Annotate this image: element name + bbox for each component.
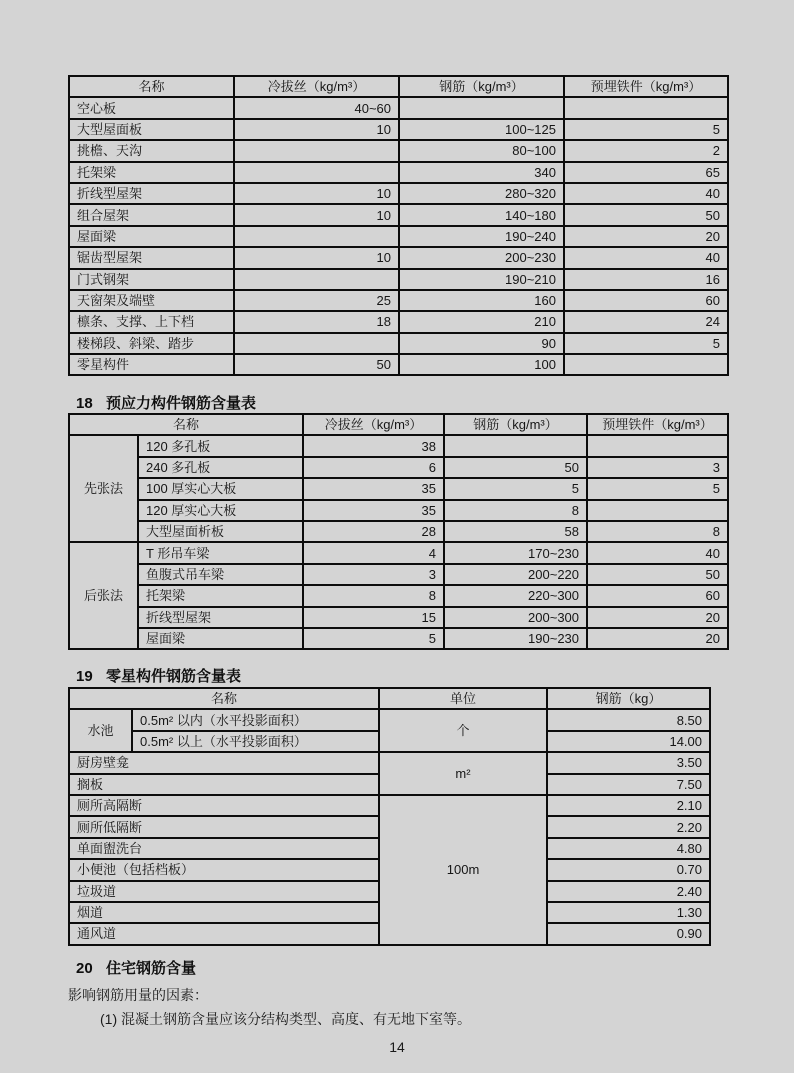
section-18-title-text: 预应力构件钢筋含量表 xyxy=(106,395,257,412)
rebar-value-cell: 8 xyxy=(444,500,587,521)
embed-value-cell: 65 xyxy=(564,162,728,183)
component-name-cell: 120 厚实心大板 xyxy=(138,500,303,521)
header-embedded-iron: 预埋铁件（kg/m³） xyxy=(587,414,728,435)
component-name-cell: 零星构件 xyxy=(69,354,234,375)
rebar-value-cell xyxy=(444,435,587,456)
rebar-value-cell: 200~220 xyxy=(444,564,587,585)
table-row xyxy=(69,311,728,332)
precast-rebar-table xyxy=(68,75,729,376)
rebar-value-cell: 7.50 xyxy=(547,774,710,795)
section-19-number: 19 xyxy=(76,668,93,685)
wire-value-cell: 35 xyxy=(303,478,444,499)
embed-value-cell: 50 xyxy=(587,564,728,585)
unit-cell: 100m xyxy=(379,795,547,945)
wire-value-cell: 28 xyxy=(303,521,444,542)
table-row xyxy=(69,500,728,521)
component-name-cell: 厕所高隔断 xyxy=(69,795,379,816)
wire-value-cell xyxy=(234,333,399,354)
wire-value-cell: 10 xyxy=(234,204,399,225)
prestressed-rebar-table xyxy=(68,413,729,650)
embed-value-cell: 60 xyxy=(587,585,728,606)
rebar-value-cell: 220~300 xyxy=(444,585,587,606)
table-row xyxy=(69,709,710,730)
embed-value-cell: 40 xyxy=(564,183,728,204)
header-name: 名称 xyxy=(69,76,234,97)
rebar-value-cell: 50 xyxy=(444,457,587,478)
component-name-cell: 大型屋面析板 xyxy=(138,521,303,542)
component-name-cell: 120 多孔板 xyxy=(138,435,303,456)
rebar-value-cell: 4.80 xyxy=(547,838,710,859)
rebar-value-cell: 140~180 xyxy=(399,204,564,225)
rebar-value-cell: 80~100 xyxy=(399,140,564,161)
section-20-title-text: 住宅钢筋含量 xyxy=(106,960,197,977)
method-group-label: 后张法 xyxy=(69,542,138,649)
embed-value-cell: 16 xyxy=(564,269,728,290)
table-row xyxy=(69,140,728,161)
wire-value-cell: 4 xyxy=(303,542,444,563)
wire-value-cell: 10 xyxy=(234,119,399,140)
rebar-value-cell: 190~210 xyxy=(399,269,564,290)
table-row xyxy=(69,435,728,456)
embed-value-cell: 60 xyxy=(564,290,728,311)
component-name-cell: T 形吊车梁 xyxy=(138,542,303,563)
header-name: 名称 xyxy=(69,414,303,435)
rebar-value-cell: 58 xyxy=(444,521,587,542)
table-row xyxy=(69,354,728,375)
table-row xyxy=(69,119,728,140)
embed-value-cell: 20 xyxy=(564,226,728,247)
table-row xyxy=(69,226,728,247)
embed-value-cell xyxy=(564,354,728,375)
rebar-value-cell: 2.20 xyxy=(547,816,710,837)
table-row xyxy=(69,585,728,606)
rebar-value-cell: 340 xyxy=(399,162,564,183)
embed-value-cell: 20 xyxy=(587,607,728,628)
wire-value-cell: 38 xyxy=(303,435,444,456)
rebar-value-cell: 200~300 xyxy=(444,607,587,628)
table-row xyxy=(69,628,728,649)
component-name-cell: 通风道 xyxy=(69,923,379,944)
rebar-value-cell: 170~230 xyxy=(444,542,587,563)
wire-value-cell: 18 xyxy=(234,311,399,332)
component-name-cell: 大型屋面板 xyxy=(69,119,234,140)
rebar-value-cell: 2.40 xyxy=(547,881,710,902)
wire-value-cell xyxy=(234,269,399,290)
component-name-cell: 100 厚实心大板 xyxy=(138,478,303,499)
wire-value-cell: 40~60 xyxy=(234,97,399,118)
embed-value-cell: 5 xyxy=(564,333,728,354)
pool-desc-cell: 0.5m² 以内（水平投影面积） xyxy=(132,709,379,730)
section-20-number: 20 xyxy=(76,960,93,977)
component-name-cell: 天窗架及端壁 xyxy=(69,290,234,311)
header-cold-drawn-wire: 冷拔丝（kg/m³） xyxy=(303,414,444,435)
section-19-title xyxy=(76,665,241,686)
component-name-cell: 门式钢架 xyxy=(69,269,234,290)
component-name-cell: 折线型屋架 xyxy=(69,183,234,204)
rebar-value-cell: 100~125 xyxy=(399,119,564,140)
embed-value-cell: 20 xyxy=(587,628,728,649)
rebar-value-cell: 190~230 xyxy=(444,628,587,649)
rebar-value-cell: 100 xyxy=(399,354,564,375)
rebar-value-cell: 190~240 xyxy=(399,226,564,247)
wire-value-cell: 10 xyxy=(234,183,399,204)
rebar-value-cell: 0.90 xyxy=(547,923,710,944)
table-header-row xyxy=(69,414,728,435)
page-number: 14 xyxy=(389,1039,405,1055)
table-row xyxy=(69,204,728,225)
rebar-value-cell: 8.50 xyxy=(547,709,710,730)
wire-value-cell: 25 xyxy=(234,290,399,311)
component-name-cell: 折线型屋架 xyxy=(138,607,303,628)
wire-value-cell: 3 xyxy=(303,564,444,585)
rebar-value-cell: 210 xyxy=(399,311,564,332)
component-name-cell: 小便池（包括档板） xyxy=(69,859,379,880)
table-row xyxy=(69,795,710,816)
unit-cell: m² xyxy=(379,752,547,795)
rebar-value-cell: 160 xyxy=(399,290,564,311)
table-row xyxy=(69,752,710,773)
table-row xyxy=(69,457,728,478)
table-row xyxy=(69,162,728,183)
wire-value-cell: 15 xyxy=(303,607,444,628)
embed-value-cell: 5 xyxy=(587,478,728,499)
rebar-value-cell: 3.50 xyxy=(547,752,710,773)
component-name-cell: 厨房壁龛 xyxy=(69,752,379,773)
rebar-value-cell: 90 xyxy=(399,333,564,354)
component-name-cell: 搁板 xyxy=(69,774,379,795)
pool-group-label: 水池 xyxy=(69,709,132,752)
embed-value-cell: 5 xyxy=(564,119,728,140)
header-embedded-iron: 预埋铁件（kg/m³） xyxy=(564,76,728,97)
unit-cell: 个 xyxy=(379,709,547,752)
embed-value-cell: 40 xyxy=(564,247,728,268)
rebar-value-cell: 1.30 xyxy=(547,902,710,923)
section-19-title-text: 零星构件钢筋含量表 xyxy=(106,668,242,685)
component-name-cell: 托架梁 xyxy=(69,162,234,183)
component-name-cell: 屋面梁 xyxy=(138,628,303,649)
table-row xyxy=(69,542,728,563)
header-rebar: 钢筋（kg/m³） xyxy=(444,414,587,435)
rebar-value-cell: 5 xyxy=(444,478,587,499)
table-row xyxy=(69,183,728,204)
embed-value-cell: 8 xyxy=(587,521,728,542)
wire-value-cell: 50 xyxy=(234,354,399,375)
component-name-cell: 挑檐、天沟 xyxy=(69,140,234,161)
wire-value-cell xyxy=(234,162,399,183)
table-row xyxy=(69,607,728,628)
component-name-cell: 楼梯段、斜梁、踏步 xyxy=(69,333,234,354)
embed-value-cell: 3 xyxy=(587,457,728,478)
wire-value-cell xyxy=(234,140,399,161)
section-20-item-1: (1) 混凝土钢筋含量应该分结构类型、高度、有无地下室等。 xyxy=(100,1011,471,1027)
section-18-number: 18 xyxy=(76,395,93,412)
component-name-cell: 屋面梁 xyxy=(69,226,234,247)
rebar-value-cell xyxy=(399,97,564,118)
wire-value-cell: 35 xyxy=(303,500,444,521)
table-row xyxy=(69,269,728,290)
table-header-row xyxy=(69,76,728,97)
header-cold-drawn-wire: 冷拔丝（kg/m³） xyxy=(234,76,399,97)
method-group-label: 先张法 xyxy=(69,435,138,542)
component-name-cell: 单面盥洗台 xyxy=(69,838,379,859)
rebar-value-cell: 200~230 xyxy=(399,247,564,268)
wire-value-cell xyxy=(234,226,399,247)
header-rebar: 钢筋（kg/m³） xyxy=(399,76,564,97)
table-header-row xyxy=(69,688,710,709)
component-name-cell: 烟道 xyxy=(69,902,379,923)
component-name-cell: 240 多孔板 xyxy=(138,457,303,478)
rebar-value-cell: 0.70 xyxy=(547,859,710,880)
table-row xyxy=(69,247,728,268)
rebar-value-cell: 280~320 xyxy=(399,183,564,204)
wire-value-cell: 8 xyxy=(303,585,444,606)
section-20-title xyxy=(76,957,196,978)
section-20-intro: 影响钢筋用量的因素： xyxy=(68,987,208,1003)
component-name-cell: 厕所低隔断 xyxy=(69,816,379,837)
rebar-value-cell: 2.10 xyxy=(547,795,710,816)
embed-value-cell: 24 xyxy=(564,311,728,332)
header-unit: 单位 xyxy=(379,688,547,709)
embed-value-cell: 40 xyxy=(587,542,728,563)
header-name: 名称 xyxy=(69,688,379,709)
wire-value-cell: 6 xyxy=(303,457,444,478)
embed-value-cell xyxy=(564,97,728,118)
component-name-cell: 檩条、支撑、上下档 xyxy=(69,311,234,332)
table-row xyxy=(69,564,728,585)
table-row xyxy=(69,521,728,542)
embed-value-cell: 2 xyxy=(564,140,728,161)
embed-value-cell xyxy=(587,500,728,521)
wire-value-cell: 5 xyxy=(303,628,444,649)
table-row xyxy=(69,333,728,354)
embed-value-cell xyxy=(587,435,728,456)
component-name-cell: 托架梁 xyxy=(138,585,303,606)
wire-value-cell: 10 xyxy=(234,247,399,268)
table-row xyxy=(69,290,728,311)
component-name-cell: 组合屋架 xyxy=(69,204,234,225)
table-row xyxy=(69,97,728,118)
table-row xyxy=(69,478,728,499)
component-name-cell: 锯齿型屋架 xyxy=(69,247,234,268)
component-name-cell: 空心板 xyxy=(69,97,234,118)
component-name-cell: 垃圾道 xyxy=(69,881,379,902)
embed-value-cell: 50 xyxy=(564,204,728,225)
section-18-title xyxy=(76,392,256,413)
header-rebar-kg: 钢筋（kg） xyxy=(547,688,710,709)
pool-desc-cell: 0.5m² 以上（水平投影面积） xyxy=(132,731,379,752)
component-name-cell: 鱼腹式吊车梁 xyxy=(138,564,303,585)
rebar-value-cell: 14.00 xyxy=(547,731,710,752)
misc-rebar-table xyxy=(68,687,711,946)
